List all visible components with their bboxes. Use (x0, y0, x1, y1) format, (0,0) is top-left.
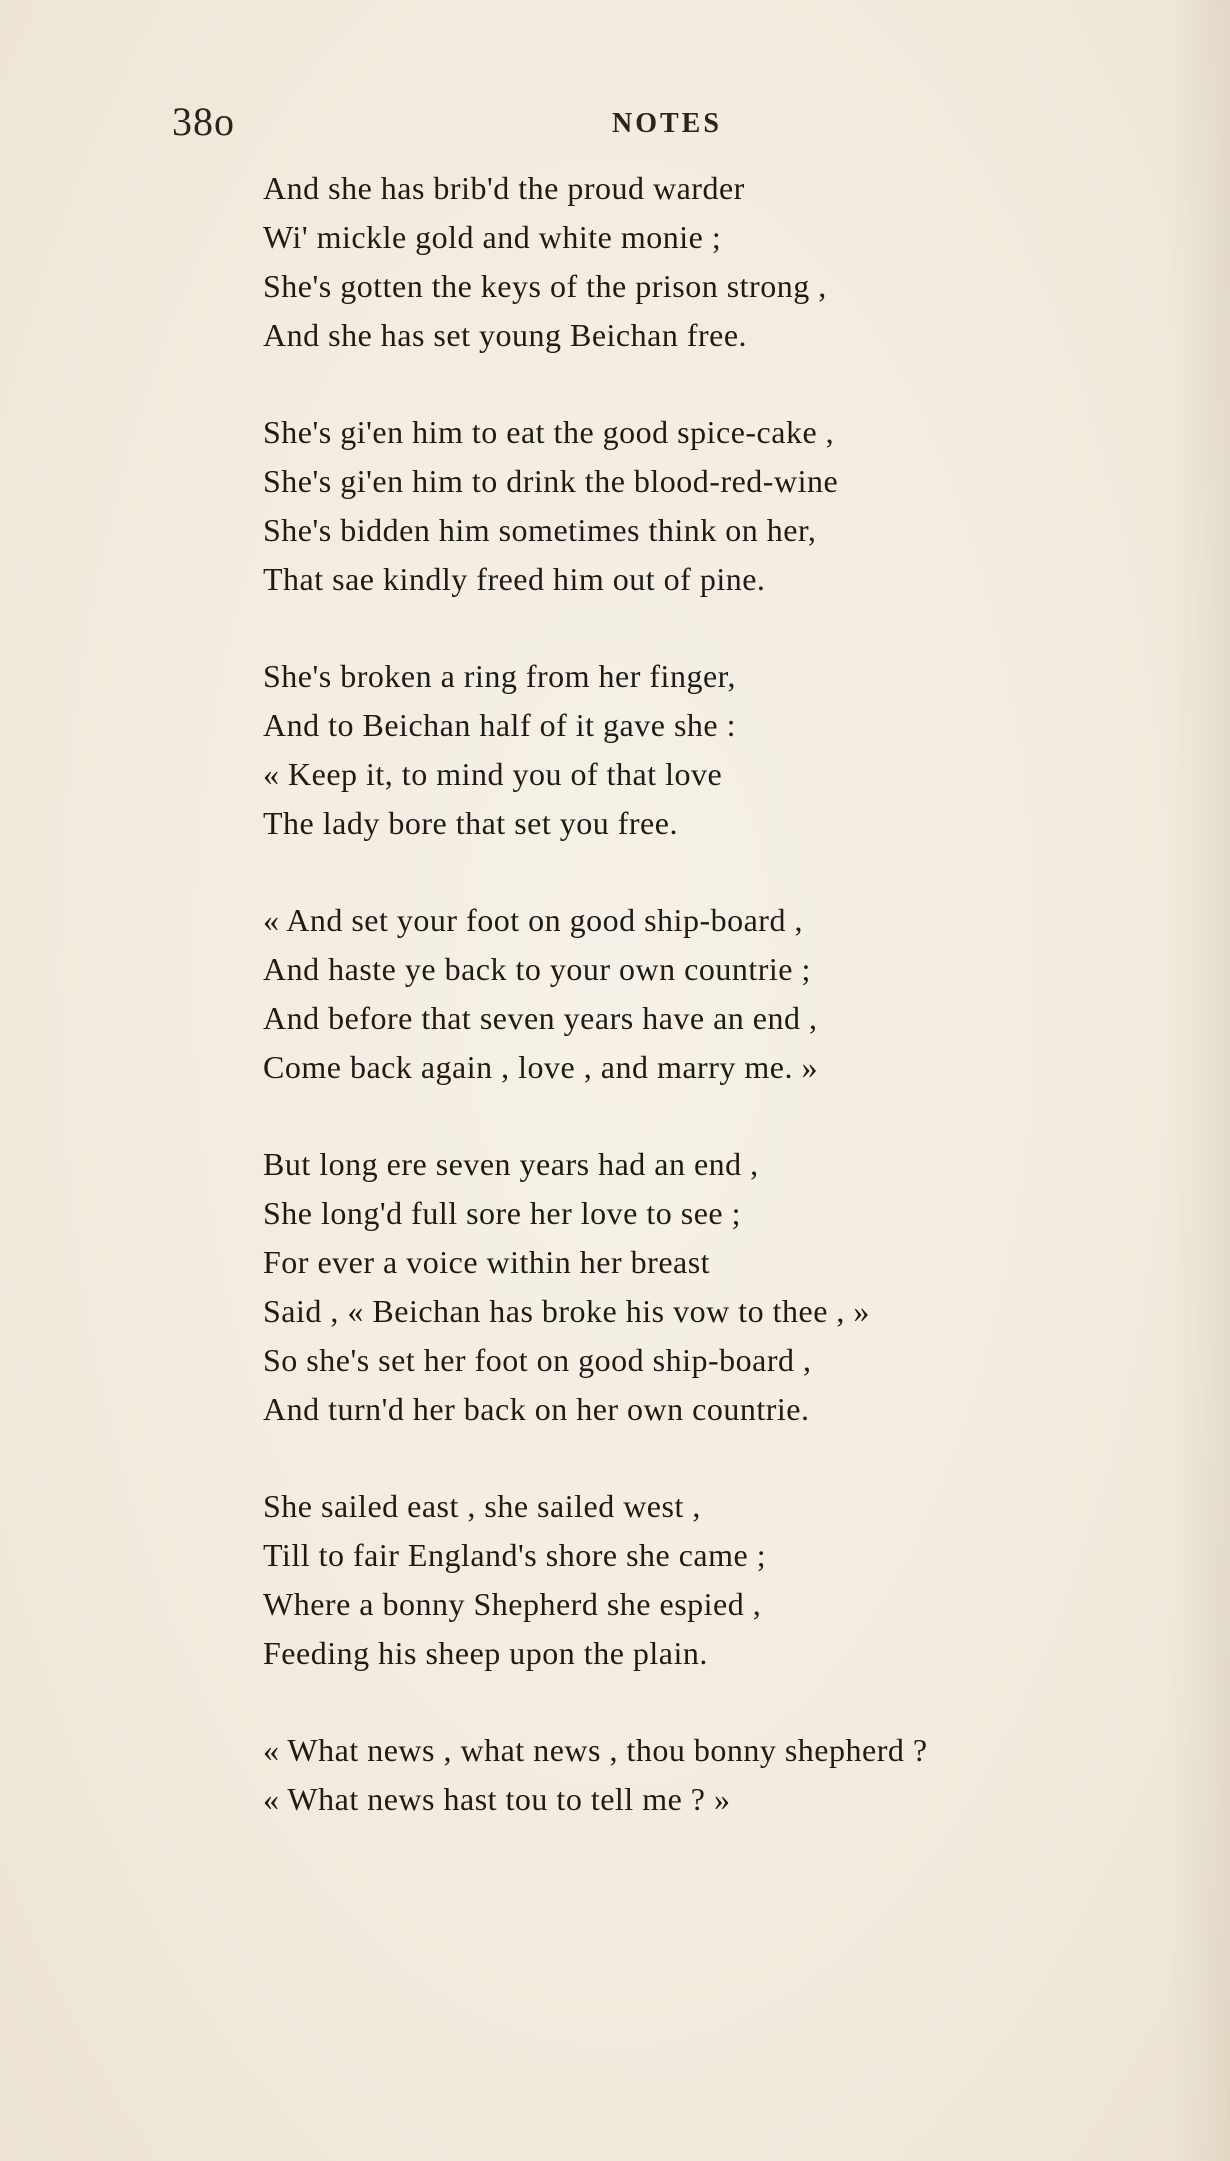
verse-line: The lady bore that set you free. (263, 805, 678, 841)
stanza-3 (263, 652, 1143, 848)
page-number: 38o (172, 99, 235, 144)
verse-line: « And set your foot on good ship-board , (263, 902, 803, 938)
verse-line: And haste ye back to your own countrie ; (263, 951, 811, 987)
verse-line: « Keep it, to mind you of that love (263, 756, 723, 792)
verse-line: And she has set young Beichan free. (263, 317, 748, 353)
verse-line: Feeding his sheep upon the plain. (263, 1635, 708, 1671)
verse-line: She's bidden him sometimes think on her, (263, 512, 817, 548)
stanza-7 (263, 1726, 1143, 1824)
verse-line: She's gi'en him to drink the blood-red-wine (263, 463, 839, 499)
stanza-5 (263, 1140, 1143, 1434)
verse-line: But long ere seven years had an end , (263, 1146, 759, 1182)
poem-text (263, 164, 1143, 1872)
verse-line: She long'd full sore her love to see ; (263, 1195, 741, 1231)
verse-line: « What news , what news , thou bonny shepherd ? (263, 1732, 928, 1768)
verse-line: And to Beichan half of it gave she : (263, 707, 736, 743)
verse-line: And before that seven years have an end , (263, 1000, 818, 1036)
verse-line: And turn'd her back on her own countrie. (263, 1391, 810, 1427)
stanza-2 (263, 408, 1143, 604)
verse-line: She's gotten the keys of the prison strong , (263, 268, 827, 304)
verse-line: She's broken a ring from her finger, (263, 658, 737, 694)
verse-line: Come back again , love , and marry me. » (263, 1049, 818, 1085)
verse-line: So she's set her foot on good ship-board , (263, 1342, 812, 1378)
stanza-4 (263, 896, 1143, 1092)
verse-line: That sae kindly freed him out of pine. (263, 561, 766, 597)
verse-line: For ever a voice within her breast (263, 1244, 711, 1280)
stanza-6 (263, 1482, 1143, 1678)
verse-line: Wi' mickle gold and white monie ; (263, 219, 722, 255)
verse-line: Where a bonny Shepherd she espied , (263, 1586, 762, 1622)
verse-line: And she has brib'd the proud warder (263, 170, 745, 206)
verse-line: Said , « Beichan has broke his vow to thee , » (263, 1293, 870, 1329)
running-head: NOTES (612, 108, 722, 139)
stanza-1 (263, 164, 1143, 360)
verse-line: « What news hast tou to tell me ? » (263, 1781, 731, 1817)
verse-line: Till to fair England's shore she came ; (263, 1537, 767, 1573)
page-header (0, 98, 1230, 158)
verse-line: She's gi'en him to eat the good spice-cake , (263, 414, 835, 450)
page-gutter-shadow (1170, 0, 1230, 2161)
verse-line: She sailed east , she sailed west , (263, 1488, 701, 1524)
